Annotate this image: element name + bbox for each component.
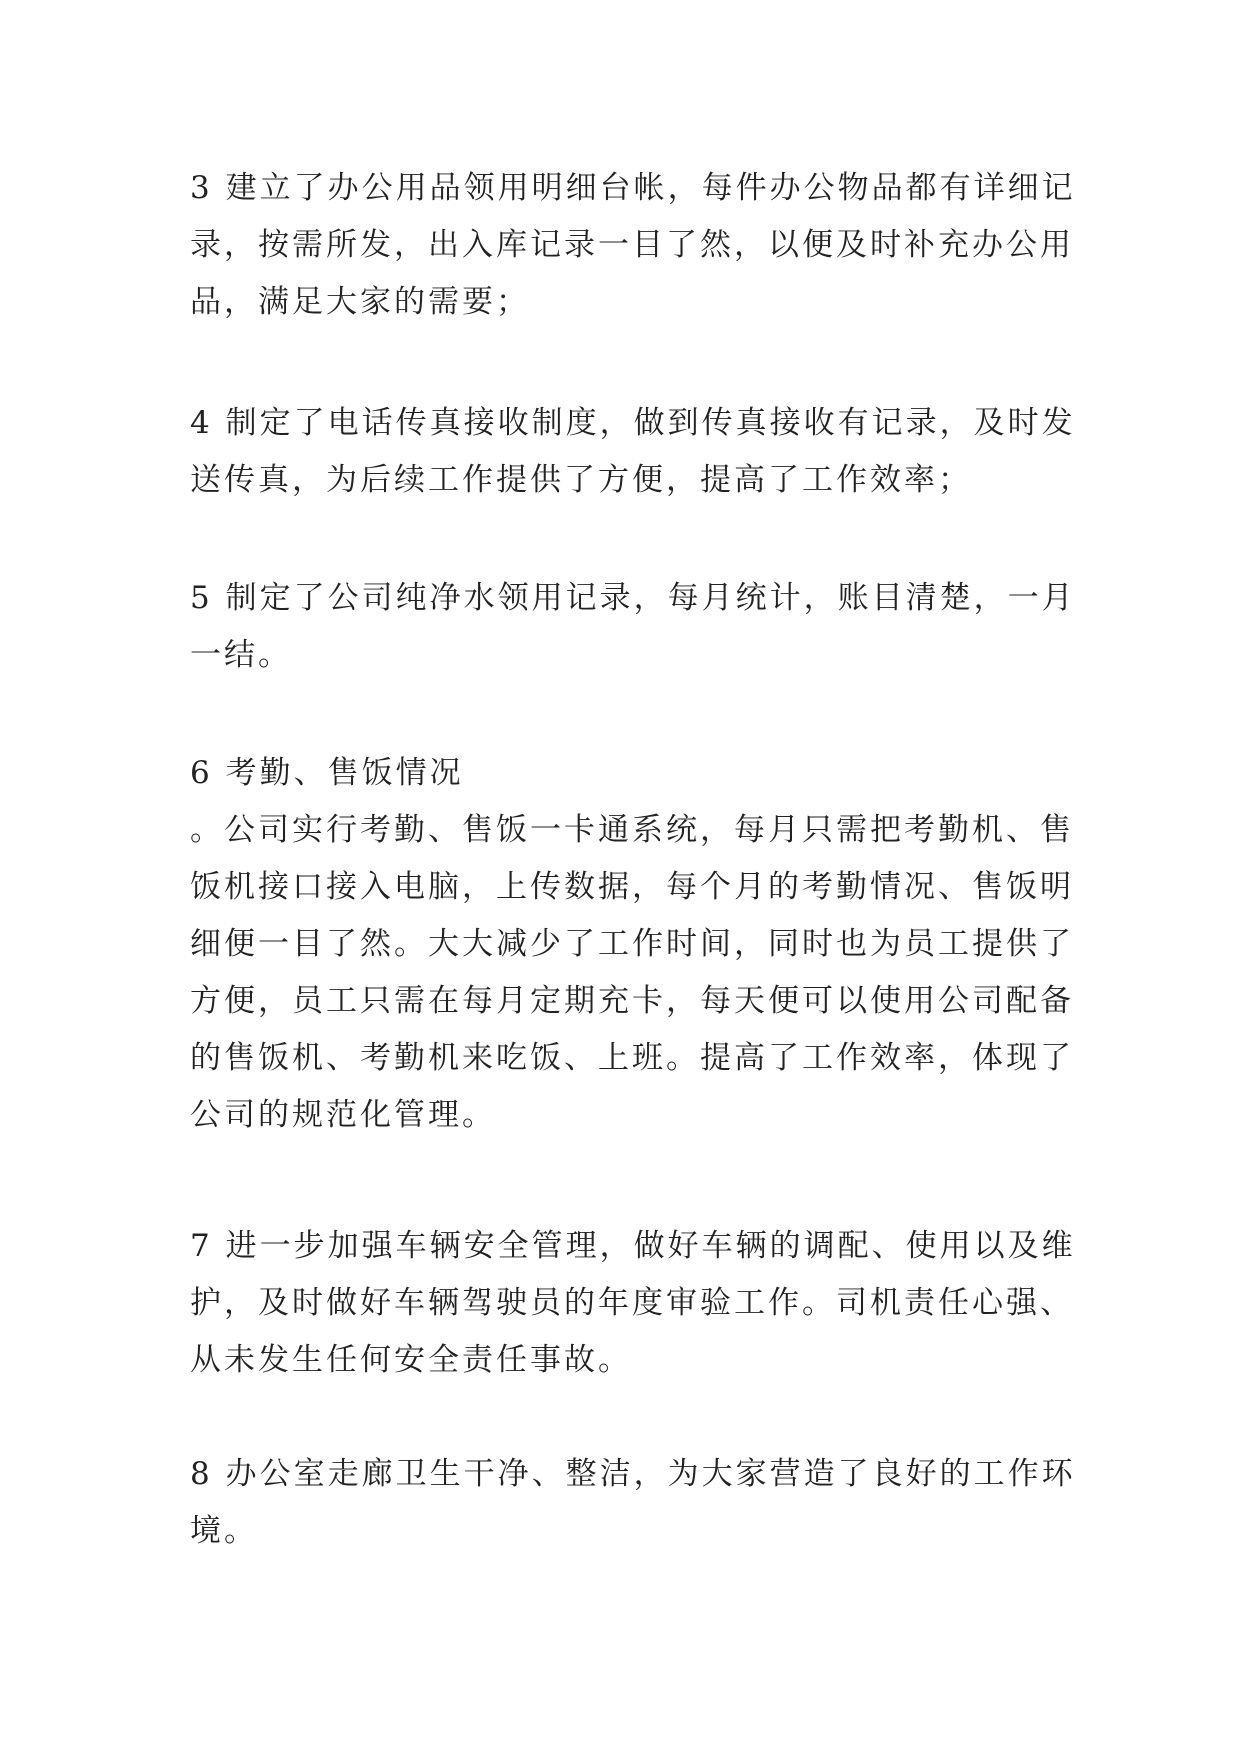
paragraph-line: 3 建立了办公用品领用明细台帐，每件办公物品都有详细记 (190, 170, 1076, 206)
paragraph-line: 公司的规范化管理。 (190, 1097, 496, 1133)
paragraph-item-6 (190, 745, 1074, 1144)
paragraph-item-3 (190, 160, 1076, 331)
paragraph-line: 录，按需所发，出入库记录一目了然，以便及时补充办公用 (190, 227, 1074, 263)
paragraph-line: 细便一目了然。大大减少了工作时间，同时也为员工提供了 (190, 926, 1074, 962)
paragraph-line: 饭机接口接入电脑，上传数据，每个月的考勤情况、售饭明 (190, 869, 1074, 905)
paragraph-heading-line: 6 考勤、售饭情况 (190, 755, 464, 791)
paragraph-line: 一结。 (190, 637, 292, 673)
paragraph-line: 5 制定了公司纯净水领用记录，每月统计，账目清楚，一月 (190, 580, 1076, 616)
paragraph-item-5 (190, 570, 1076, 684)
paragraph-line: 的售饭机、考勤机来吃饭、上班。提高了工作效率，体现了 (190, 1040, 1074, 1076)
paragraph-item-4 (190, 395, 1076, 509)
paragraph-line: 。公司实行考勤、售饭一卡通系统，每月只需把考勤机、售 (190, 812, 1074, 848)
paragraph-line: 护，及时做好车辆驾驶员的年度审验工作。司机责任心强、 (190, 1285, 1074, 1321)
paragraph-line: 境。 (190, 1513, 258, 1549)
paragraph-line: 送传真，为后续工作提供了方便，提高了工作效率； (190, 462, 972, 498)
paragraph-line: 7 进一步加强车辆安全管理，做好车辆的调配、使用以及维 (190, 1228, 1076, 1264)
paragraph-line: 方便，员工只需在每月定期充卡，每天便可以使用公司配备 (190, 983, 1074, 1019)
paragraph-line: 从未发生任何安全责任事故。 (190, 1342, 632, 1378)
paragraph-item-7 (190, 1218, 1076, 1389)
paragraph-line: 4 制定了电话传真接收制度，做到传真接收有记录，及时发 (190, 405, 1076, 441)
paragraph-line: 8 办公室走廊卫生干净、整洁，为大家营造了良好的工作环 (190, 1456, 1076, 1492)
paragraph-line: 品，满足大家的需要； (190, 284, 530, 320)
paragraph-item-8 (190, 1446, 1076, 1560)
